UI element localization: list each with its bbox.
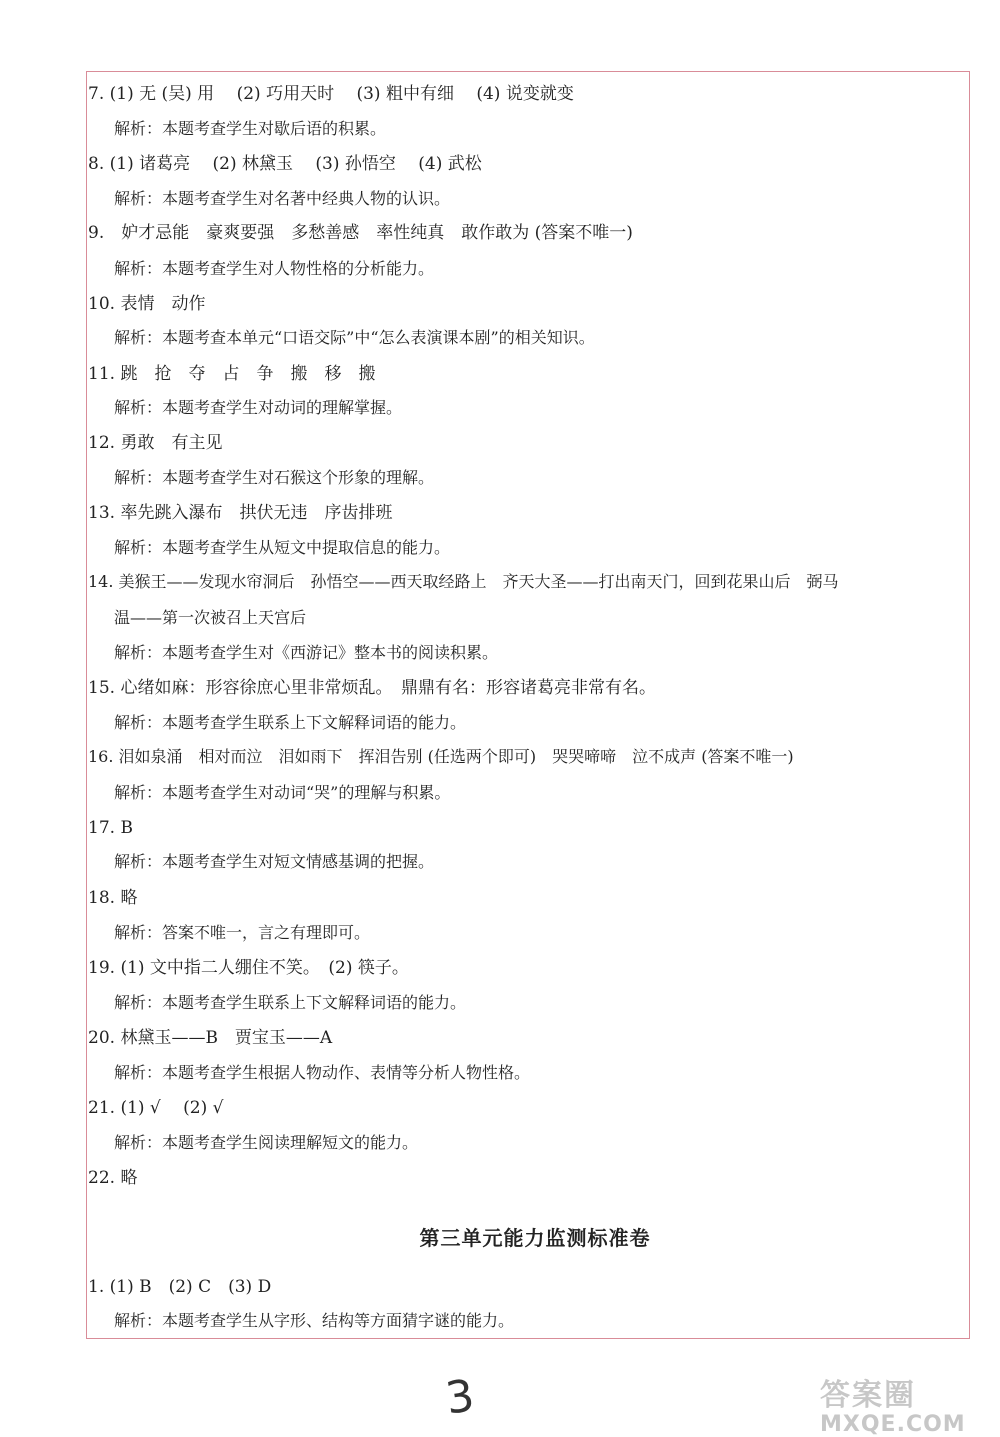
answer-12: 12. 勇敢 有主见 bbox=[88, 433, 223, 453]
answer-7: 7. (1) 无 (吴) 用 (2) 巧用天时 (3) 粗中有细 (4) 说变就变 bbox=[88, 84, 574, 104]
analysis-10: 解析：本题考查本单元“口语交际”中“怎么表演课本剧”的相关知识。 bbox=[114, 328, 595, 347]
analysis-19: 解析：本题考查学生联系上下文解释词语的能力。 bbox=[114, 993, 467, 1012]
analysis-8: 解析：本题考查学生对名著中经典人物的认识。 bbox=[114, 189, 451, 208]
answer-13: 13. 率先跳入瀑布 拱伏无违 序齿排班 bbox=[88, 503, 393, 523]
analysis-14: 解析：本题考查学生对《西游记》整本书的阅读积累。 bbox=[114, 643, 499, 662]
answer-20: 20. 林黛玉——B 贾宝玉——A bbox=[88, 1028, 333, 1048]
answer-9: 9. 妒才忌能 豪爽要强 多愁善感 率性纯真 敢作敢为 (答案不唯一) bbox=[88, 223, 633, 243]
answer-8: 8. (1) 诸葛亮 (2) 林黛玉 (3) 孙悟空 (4) 武松 bbox=[88, 154, 482, 174]
answer-10: 10. 表情 动作 bbox=[88, 294, 206, 314]
section-title: 第三单元能力监测标准卷 bbox=[419, 1226, 651, 1250]
answer-14-continued: 温——第一次被召上天宫后 bbox=[114, 608, 307, 627]
analysis-13: 解析：本题考查学生从短文中提取信息的能力。 bbox=[114, 538, 451, 557]
answer-21: 21. (1) √ (2) √ bbox=[88, 1098, 224, 1118]
analysis-9: 解析：本题考查学生对人物性格的分析能力。 bbox=[114, 259, 435, 278]
answer-15: 15. 心绪如麻：形容徐庶心里非常烦乱。 鼎鼎有名：形容诸葛亮非常有名。 bbox=[88, 678, 656, 698]
analysis-21: 解析：本题考查学生阅读理解短文的能力。 bbox=[114, 1133, 419, 1152]
handwritten-page-number: 3 bbox=[442, 1370, 478, 1425]
answer-16: 16. 泪如泉涌 相对而泣 泪如雨下 挥泪告别 (任选两个即可) 哭哭啼啼 泣不成声 (答案不唯一) bbox=[88, 747, 794, 766]
watermark-logo-text: 答案圈 bbox=[820, 1378, 916, 1413]
analysis-15: 解析：本题考查学生联系上下文解释词语的能力。 bbox=[114, 713, 467, 732]
answer-14: 14. 美猴王——发现水帘洞后 孙悟空——西天取经路上 齐天大圣——打出南天门，回到花果山后 弼马 bbox=[88, 572, 839, 591]
analysis-17: 解析：本题考查学生对短文情感基调的把握。 bbox=[114, 852, 435, 871]
watermark-url: MXQE.COM bbox=[820, 1412, 966, 1437]
analysis-12: 解析：本题考查学生对石猴这个形象的理解。 bbox=[114, 468, 435, 487]
answer-19: 19. (1) 文中指二人绷住不笑。 (2) 筷子。 bbox=[88, 958, 409, 978]
section-analysis-1: 解析：本题考查学生从字形、结构等方面猜字谜的能力。 bbox=[114, 1311, 515, 1330]
analysis-7: 解析：本题考查学生对歇后语的积累。 bbox=[114, 119, 387, 138]
site-watermark bbox=[820, 1370, 966, 1437]
answer-11: 11. 跳 抢 夺 占 争 搬 移 搬 bbox=[88, 364, 376, 384]
analysis-16: 解析：本题考查学生对动词“哭”的理解与积累。 bbox=[114, 783, 451, 802]
analysis-18: 解析：答案不唯一，言之有理即可。 bbox=[114, 923, 371, 942]
answer-18: 18. 略 bbox=[88, 888, 138, 908]
analysis-20: 解析：本题考查学生根据人物动作、表情等分析人物性格。 bbox=[114, 1063, 531, 1082]
answer-17: 17. B bbox=[88, 818, 133, 838]
analysis-11: 解析：本题考查学生对动词的理解掌握。 bbox=[114, 398, 403, 417]
section-answer-1: 1. (1) B (2) C (3) D bbox=[88, 1277, 272, 1297]
answer-22: 22. 略 bbox=[88, 1168, 138, 1188]
